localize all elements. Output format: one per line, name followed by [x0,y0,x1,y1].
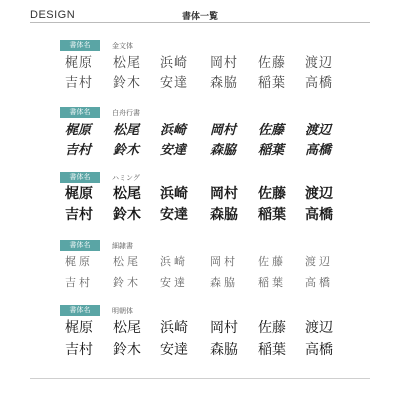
names-row [60,340,360,362]
font-name: 白舟行書 [112,109,140,117]
name-sample: 浜崎 [160,320,188,336]
name-sample: 渡辺 [305,123,332,138]
font-section-kinbun [60,40,360,100]
bottom-divider [30,378,370,379]
name-sample: 高橋 [305,75,334,92]
name-sample: 高橋 [305,342,333,358]
name-sample: 鈴木 [113,143,140,158]
name-sample: 松尾 [113,255,141,268]
name-sample: 梶原 [65,55,94,72]
name-sample: 岡村 [210,320,238,336]
names-row [60,141,360,163]
name-sample: 渡辺 [305,255,333,268]
font-name: 明朝体 [112,307,133,315]
font-section-reisho [60,240,360,300]
name-sample: 松尾 [113,123,140,138]
font-name: ハミング [112,174,140,182]
font-name: 金文体 [112,42,133,50]
name-sample: 吉村 [65,143,92,158]
font-badge: 書体名 [60,172,100,183]
names-row [60,121,360,143]
font-name: 細隷書 [112,242,133,250]
font-section-hamingu [60,172,360,232]
name-sample: 安達 [160,342,188,358]
name-sample: 森脇 [210,75,239,92]
name-sample: 鈴木 [113,75,142,92]
name-sample: 安達 [160,143,187,158]
name-sample: 梶原 [65,186,93,202]
name-sample: 佐藤 [258,123,285,138]
name-sample: 浜崎 [160,255,188,268]
name-sample: 稲葉 [258,342,286,358]
names-row [60,318,360,340]
name-sample: 鈴木 [113,276,141,289]
name-sample: 安達 [160,207,188,223]
name-sample: 吉村 [65,276,93,289]
name-sample: 吉村 [65,75,94,92]
name-sample: 岡村 [210,186,238,202]
name-sample: 松尾 [113,55,142,72]
name-sample: 吉村 [65,342,93,358]
name-sample: 佐藤 [258,320,286,336]
names-row [60,74,360,96]
name-sample: 稲葉 [258,207,286,223]
name-sample: 渡辺 [305,55,334,72]
name-sample: 高橋 [305,143,332,158]
name-sample: 梶原 [65,123,92,138]
page-title: 書体一覧 [181,12,218,22]
name-sample: 佐藤 [258,186,286,202]
names-row [60,273,360,295]
page-header [0,0,400,26]
name-sample: 岡村 [210,123,237,138]
name-sample: 渡辺 [305,320,333,336]
name-sample: 高橋 [305,276,333,289]
name-sample: 浜崎 [160,123,187,138]
name-sample: 高橋 [305,207,333,223]
name-sample: 佐藤 [258,255,286,268]
name-sample: 森脇 [210,143,237,158]
names-row [60,205,360,227]
name-sample: 安達 [160,276,188,289]
name-sample: 稲葉 [258,75,287,92]
name-sample: 岡村 [210,255,238,268]
font-badge: 書体名 [60,240,100,251]
name-sample: 佐藤 [258,55,287,72]
font-badge: 書体名 [60,40,100,51]
name-sample: 鈴木 [113,207,141,223]
name-sample: 松尾 [113,186,141,202]
name-sample: 森脇 [210,342,238,358]
name-sample: 岡村 [210,55,239,72]
name-sample: 梶原 [65,255,93,268]
font-section-gyosho [60,107,360,167]
brand-label: DESIGN [30,9,76,21]
name-sample: 森脇 [210,207,238,223]
name-sample: 渡辺 [305,186,333,202]
name-sample: 梶原 [65,320,93,336]
font-badge: 書体名 [60,107,100,118]
name-sample: 鈴木 [113,342,141,358]
names-row [60,184,360,206]
name-sample: 安達 [160,75,189,92]
name-sample: 吉村 [65,207,93,223]
font-badge: 書体名 [60,305,100,316]
names-row [60,252,360,274]
name-sample: 浜崎 [160,186,188,202]
name-sample: 浜崎 [160,55,189,72]
header-divider [30,22,370,23]
name-sample: 稲葉 [258,143,285,158]
name-sample: 松尾 [113,320,141,336]
font-section-mincho [60,305,360,367]
name-sample: 稲葉 [258,276,286,289]
name-sample: 森脇 [210,276,238,289]
